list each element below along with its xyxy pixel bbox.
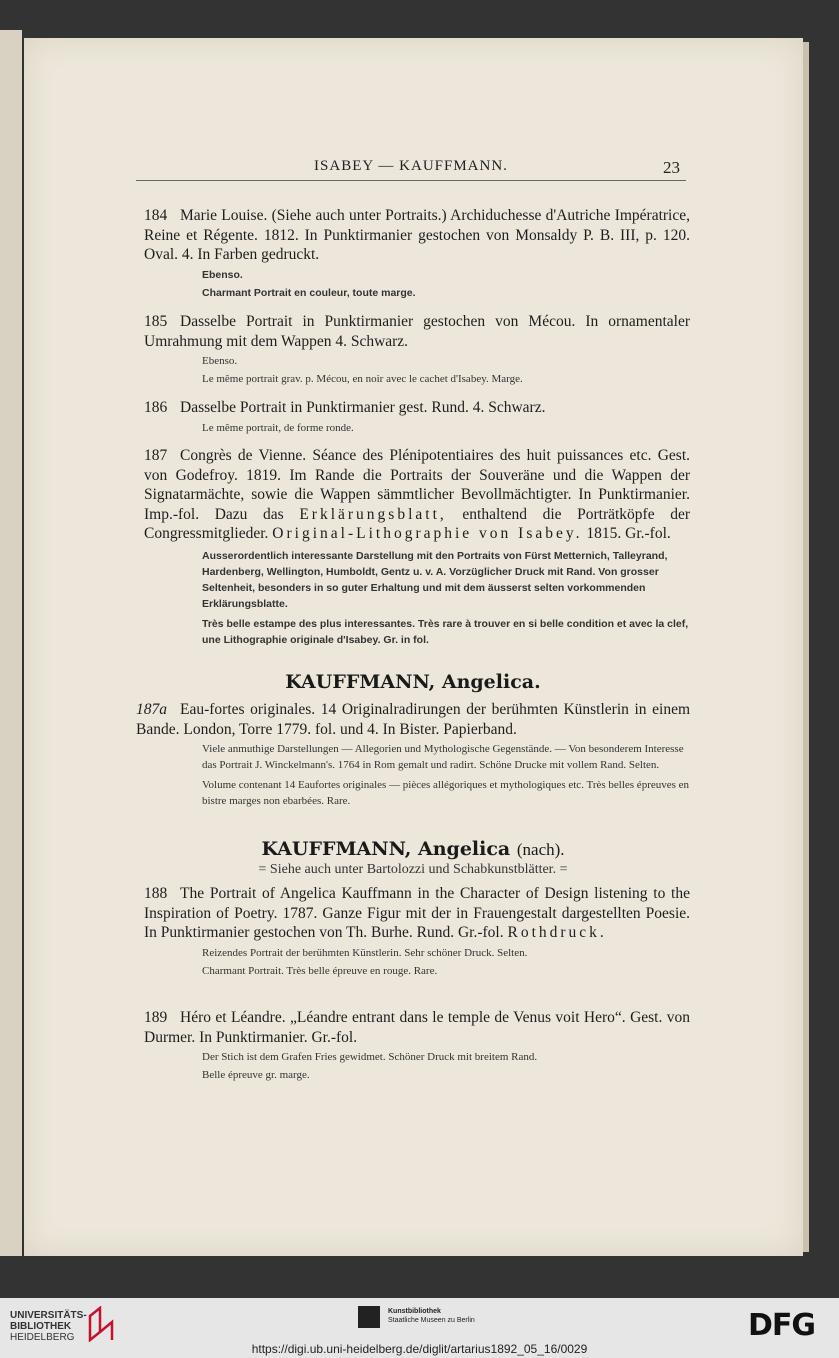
kunstbibliothek-text [388,1307,475,1325]
section-heading [136,838,690,860]
uni-name-line: UNIVERSITÄTS- [10,1310,87,1321]
see-also: = Siehe auch unter Bartolozzi und Schabkunstblätter. = [258,862,568,877]
entry-number: 186 [144,399,168,416]
entry-text: 1815. Gr.-fol. [586,525,671,542]
entry-note: Ausserordentlich interessante Darstellung mit den Portraits von Fürst Metternich, Talleyrand, Hardenberg, Wellington, Humboldt, Gentz u. v. A. Vorzüglicher Druck mit Rand. Von grosser Seltenheit, besonders in so guter Erhaltung und mit dem äusserst selten vorkommenden Erklärungsblatte. [202,549,668,610]
entry-note: Belle épreuve gr. marge. [202,1069,310,1081]
entry-text: Dasselbe Portrait in Punktirmanier gest. Rund. 4. Schwarz. [180,399,546,416]
entry-number: 185 [144,313,168,330]
section-heading-suffix: (nach). [516,840,565,859]
section-heading-name: KAUFFMANN, Angelica [261,838,511,860]
entry-note: Le même portrait, de forme ronde. [202,421,354,434]
uni-name-line: HEIDELBERG [10,1332,75,1343]
entry-note: Reizendes Portrait der berühmten Künstlerin. Sehr schöner Druck. Selten. [202,946,528,959]
entry-number: 187 [144,447,168,464]
entry-185 [144,312,690,387]
entry-note: Charmant Portrait en couleur, toute marge. [202,286,416,299]
entry-text-spaced: Original-Lithographie von Isabey. [272,525,583,542]
entry-note: Der Stich ist dem Grafen Fries gewidmet. Schöner Druck mit breitem Rand. [202,1051,538,1063]
entry-note: Viele anmuthige Darstellungen — Allegorien und Mythologische Gegenstände. — Von besonderem Interesse das Portrait J. Winckelmann's. 1764 in Rom gemalt und radirt. Schöne Drucke mit vollem Rand. Selten. [202,743,684,771]
running-header [136,158,686,181]
entry-text: Eau-fortes originales. 14 Originalradirungen der berühmten Künstlerin in einem Bande. London, Torre 1779. fol. und 4. In Bister. Papierband. [136,701,690,738]
entry-number: 184 [144,207,168,224]
entry-number: 188 [144,885,168,902]
entry-text: Congrès de Vienne. Séance des Plénipotentiaires des huit puissances etc. Gest. von Godefroy. 1819. Im Rande die Portraits der Souveräne und die Wappen der Signatarmächte, sowie die Wappen sämmtlicher Bevollmächtigter. In Punktirmanier. Imp.-fol. Dazu das [144,447,690,523]
dfg-logo[interactable]: DFG [748,1308,816,1343]
entry-189 [144,1008,690,1083]
entry-187 [144,446,690,648]
entry-note: Très belle estampe des plus interessantes. Très rare à trouver en si belle condition et avec la clef, une Lithographie originale d'Isabey. Gr. in fol. [202,617,689,646]
section-heading: KAUFFMANN, Angelica. [285,671,541,693]
university-logo-icon [86,1306,116,1342]
kb-line: Kunstbibliothek [388,1308,441,1315]
entry-note: Le même portrait grav. p. Mécou, en noir avec le cachet d'Isabey. Marge. [202,373,523,385]
entry-184 [144,206,690,301]
uni-name-line: BIBLIOTHEK [10,1321,72,1332]
entry-186 [144,398,690,436]
kb-line: Staatliche Museen zu Berlin [388,1317,475,1324]
kunstbibliothek-logo-icon[interactable] [358,1306,380,1328]
entry-text: enthaltend die Porträtköpfe der Congressmitglieder. [144,505,691,542]
entry-text-spaced: Rothdruck. [507,924,607,941]
entry-note: Ebenso. [202,268,243,281]
entry-note: Ebenso. [202,355,238,367]
left-page-edge [0,30,22,1256]
page-url[interactable]: https://digi.ub.uni-heidelberg.de/diglit/artarius1892_05_16/0029 [251,1342,588,1356]
entry-text: The Portrait of Angelica Kauffmann in the Character of Design listening to the Inspiration of Poetry. 1787. Ganze Figur mit der in Frauengestalt dargestellten Poesie. In Punktirmanier gestochen von Th. Burhe. Rund. Gr.-fol. [144,885,690,941]
entry-text: Marie Louise. (Siehe auch unter Portraits.) Archiduchesse d'Autriche Impératrice, Reine et Régente. 1812. In Punktirmanier gestochen von Monsaldy P. B. III, p. 120. Oval. 4. In Farben gedruckt. [144,207,690,263]
entry-187a [136,700,690,809]
uni-logo-text[interactable] [10,1310,87,1343]
page-number: 23 [663,158,680,177]
entry-text: Dasselbe Portrait in Punktirmanier gestochen von Mécou. In ornamentaler Umrahmung mit dem Wappen 4. Schwarz. [144,313,690,350]
entry-number: 187a [136,701,167,718]
entry-text-spaced: Erklärungsblatt, [299,505,447,523]
entry-number: 189 [144,1009,168,1026]
entry-note: Volume contenant 14 Eaufortes originales — pièces allégoriques et mythologiques etc. Très belles épreuves en bistre marges non ebarbées. Rare. [202,779,690,807]
page-edge [803,42,809,1252]
running-title: ISABEY — KAUFFMANN. [314,158,508,174]
entry-188 [144,884,690,979]
footer-bar [0,1298,839,1358]
entry-text: Héro et Léandre. „Léandre entrant dans le temple de Venus voit Hero“. Gest. von Durmer. In Punktirmanier. Gr.-fol. [144,1009,690,1046]
entry-note: Charmant Portrait. Très belle épreuve en rouge. Rare. [202,964,438,977]
